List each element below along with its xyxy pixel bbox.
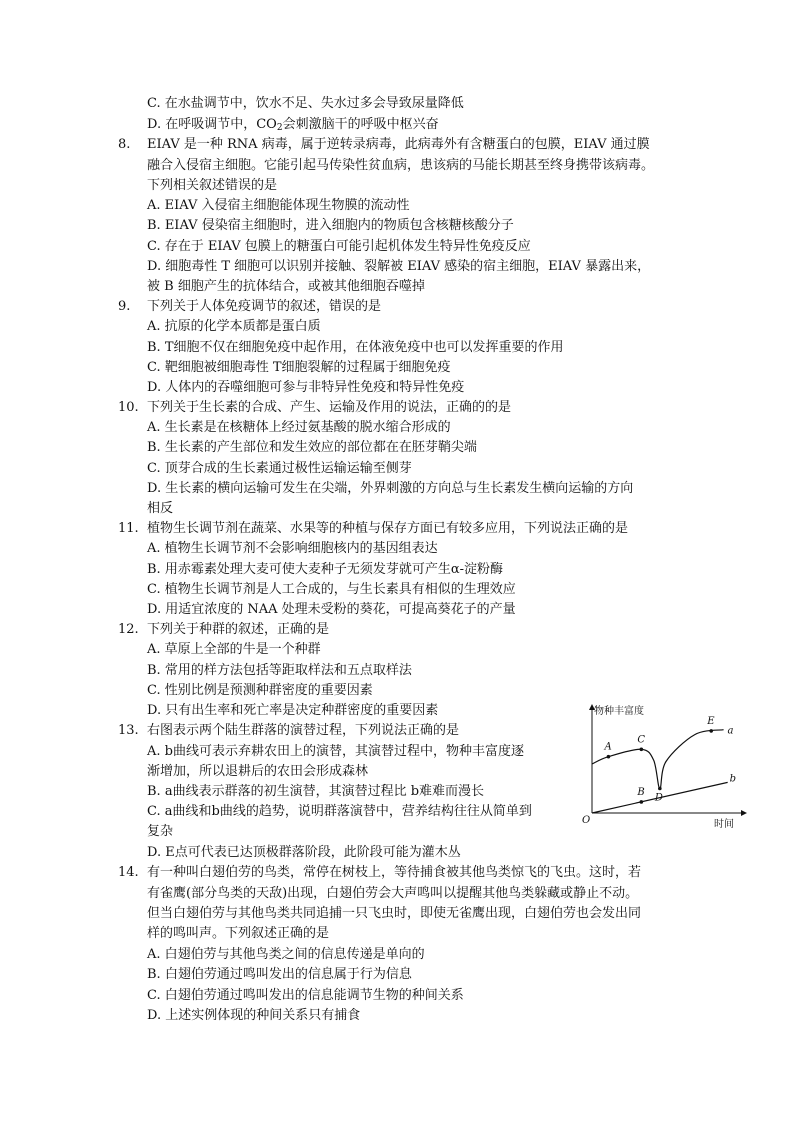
q13-option-b: B. a曲线表示群落的初生演替，其演替过程比 b难难而漫长 <box>147 784 485 799</box>
q12-option-c: C. 性别比例是预测种群密度的重要因素 <box>147 683 373 698</box>
q13-option-d: D. E点可代表已达顶极群落阶段，此阶段可能为灌木丛 <box>147 845 461 860</box>
q8-option-a: A. EIAV 入侵宿主细胞能体现生物膜的流动性 <box>147 198 410 213</box>
q11-option-c: C. 植物生长调节剂是人工合成的，与生长素具有相似的生理效应 <box>147 582 516 597</box>
q7-option-d-rest: 会刺激脑干的呼吸中枢兴奋 <box>282 117 439 132</box>
q14-option-c: C. 白翅伯劳通过鸣叫发出的信息能调节生物的种间关系 <box>147 988 464 1003</box>
q11-number: 11. <box>118 521 139 536</box>
q12-option-b: B. 常用的样方法包括等距取样法和五点取样法 <box>147 663 412 678</box>
point-a-label: A <box>604 741 612 753</box>
co2-subscript: 2 <box>276 123 283 133</box>
q10-option-a: A. 生长素是在核糖体上经过氨基酸的脱水缩合形成的 <box>147 420 451 435</box>
point-b-dot <box>640 800 644 804</box>
point-c-dot <box>640 748 644 752</box>
chart-origin-label: O <box>582 815 591 826</box>
q9-option-a: A. 抗原的化学本质都是蛋白质 <box>147 319 321 334</box>
chart-point-marks <box>603 716 715 804</box>
point-c-label: C <box>637 734 645 746</box>
chart-y-label: 物种丰富度 <box>594 706 644 717</box>
q9-stem: 下列关于人体免疫调节的叙述，错误的是 <box>147 299 382 314</box>
q13-option-c-1: C. a曲线和b曲线的趋势，说明群落演替中，营养结构往往从简单到 <box>147 804 532 819</box>
q8-number: 8. <box>118 137 131 152</box>
succession-chart <box>582 701 752 833</box>
q8-option-d-1: D. 细胞毒性 T 细胞可以识别并接触、裂解被 EIAV 感染的宿主细胞，EIAV 暴露出来， <box>147 259 651 274</box>
q9-option-c: C. 靶细胞被细胞毒性 T细胞裂解的过程属于细胞免疫 <box>147 360 451 375</box>
q12-option-a: A. 草原上全部的牛是一个种群 <box>147 642 321 657</box>
chart-x-label: 时间 <box>714 819 734 830</box>
q14-stem-1: 有一种叫白翅伯劳的鸟类，常停在树枝上，等待捕食被其他鸟类惊飞的飞虫。这时，若 <box>147 865 642 880</box>
q11-option-d: D. 用适宜浓度的 NAA 处理未受粉的葵花，可提高葵花子的产量 <box>147 602 516 617</box>
series-b-name: b <box>729 773 737 785</box>
q11-option-a: A. 植物生长调节剂不会影响细胞核内的基因组表达 <box>147 541 438 556</box>
q9-number: 9. <box>118 299 131 314</box>
q13-number: 13. <box>118 723 139 738</box>
series-a-name: a <box>727 725 734 737</box>
point-a-dot <box>607 755 611 759</box>
q9-option-b: B. T细胞不仅在细胞免疫中起作用，在体液免疫中也可以发挥重要的作用 <box>147 340 564 355</box>
point-d-label: D <box>654 792 663 804</box>
q14-option-a: A. 白翅伯劳与其他鸟类之间的信息传递是单向的 <box>147 947 425 962</box>
q12-option-d: D. 只有出生率和死亡率是决定种群密度的重要因素 <box>147 703 439 718</box>
q7-option-d <box>147 116 439 137</box>
q13-option-a-2: 渐增加，所以退耕后的农田会形成森林 <box>147 764 369 779</box>
q10-option-b: B. 生长素的产生部位和发生效应的部位都在在胚芽鞘尖端 <box>147 440 477 455</box>
q14-stem-2: 有雀鹰(部分鸟类的天敌)出现，白翅伯劳会大声鸣叫以提醒其他鸟类躲藏或静止不动。 <box>147 886 639 901</box>
q14-number: 14. <box>118 865 139 880</box>
q10-option-d-2: 相反 <box>147 501 174 516</box>
q10-number: 10. <box>118 400 139 415</box>
q13-option-a-1: A. b曲线可表示弃耕农田上的演替，其演替过程中，物种丰富度逐 <box>147 744 524 759</box>
q8-stem-3: 下列相关叙述错误的是 <box>147 178 278 193</box>
q11-option-b: B. 用赤霉素处理大麦可使大麦种子无须发芽就可产生α-淀粉酶 <box>147 562 503 577</box>
q7-option-d-text: D. 在呼吸调节中，CO <box>147 117 277 132</box>
point-d-dot <box>658 787 662 791</box>
q13-option-c-2: 复杂 <box>147 824 174 839</box>
q7-option-c: C. 在水盐调节中，饮水不足、失水过多会导致尿量降低 <box>147 96 464 111</box>
series-a-line <box>592 730 724 789</box>
point-b-label: B <box>637 786 645 798</box>
q14-stem-3: 但当白翅伯劳与其他鸟类共同追捕一只飞虫时，即使无雀鹰出现，白翅伯劳也会发出同 <box>147 906 642 921</box>
q8-option-d-2: 被 B 细胞产生的抗体结合，或被其他细胞吞噬掉 <box>147 279 425 294</box>
q10-option-d-1: D. 生长素的横向运输可发生在尖端，外界刺激的方向总与生长素发生横向运输的方向 <box>147 481 634 496</box>
q8-stem-1: EIAV 是一种 RNA 病毒，属于逆转录病毒，此病毒外有含糖蛋白的包膜，EIAV 通过膜 <box>147 137 650 152</box>
q10-stem: 下列关于生长素的合成、产生、运输及作用的说法，正确的的是 <box>147 400 512 415</box>
q8-option-c: C. 存在于 EIAV 包膜上的糖蛋白可能引起机体发生特异性免疫反应 <box>147 239 531 254</box>
point-e-dot <box>709 729 713 733</box>
q14-stem-4: 样的鸣叫声。下列叙述正确的是 <box>147 926 330 941</box>
q14-option-b: B. 白翅伯劳通过鸣叫发出的信息属于行为信息 <box>147 967 412 982</box>
q14-option-d: D. 上述实例体现的种间关系只有捕食 <box>147 1008 361 1023</box>
q8-stem-2: 融合入侵宿主细胞。它能引起马传染性贫血病，患该病的马能长期甚至终身携带该病毒。 <box>147 158 655 173</box>
point-e-label: E <box>707 715 715 727</box>
q9-option-d: D. 人体内的吞噬细胞可参与非特异性免疫和特异性免疫 <box>147 380 465 395</box>
q10-option-c: C. 顶芽合成的生长素通过极性运输运输至侧芽 <box>147 461 412 476</box>
q12-number: 12. <box>118 622 139 637</box>
q12-stem: 下列关于种群的叙述，正确的是 <box>147 622 330 637</box>
q8-option-b: B. EIAV 侵染宿主细胞时，进入细胞内的物质包含核糖核酸分子 <box>147 218 514 233</box>
q11-stem: 植物生长调节剂在蔬菜、水果等的种植与保存方面已有较多应用，下列说法正确的是 <box>147 521 629 536</box>
q13-stem: 右图表示两个陆生群落的演替过程，下列说法正确的是 <box>147 723 460 738</box>
